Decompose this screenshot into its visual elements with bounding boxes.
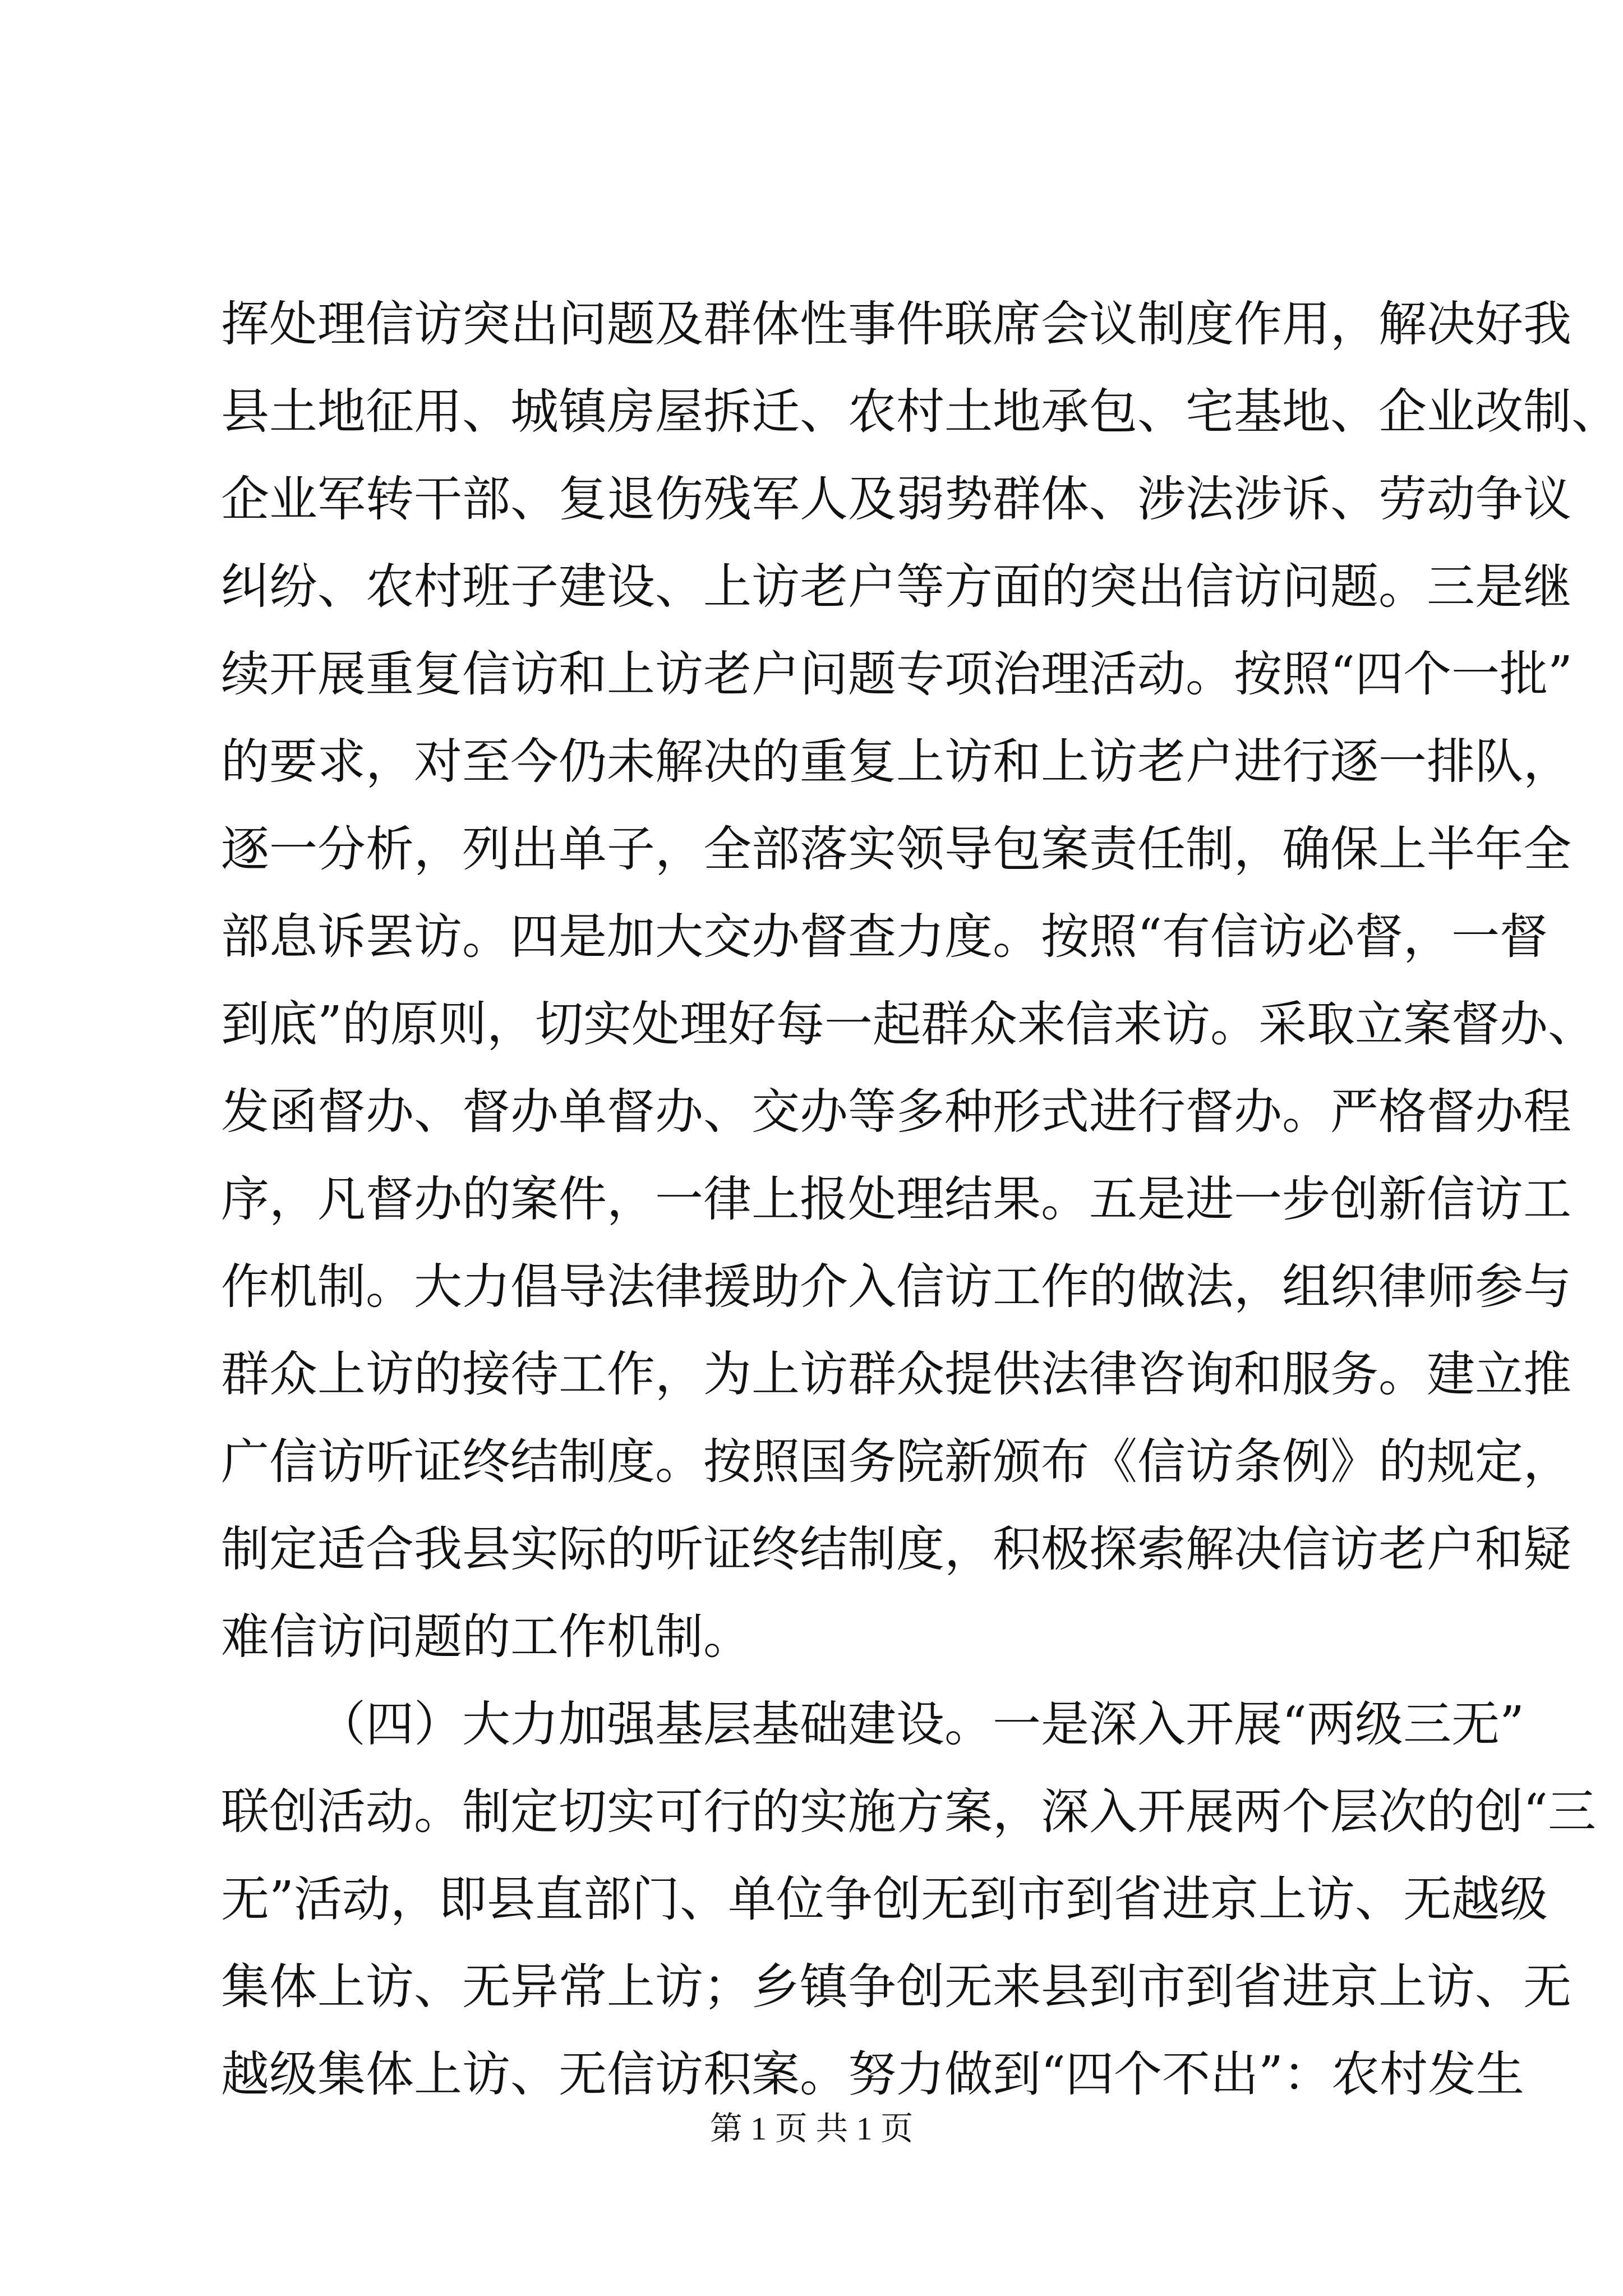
document-body: [221, 280, 1620, 2118]
paragraph-line: 发函督办、督办单督办、交办等多种形式进行督办。严格督办程: [221, 1084, 1571, 1140]
paragraph-1: [221, 280, 1620, 1681]
paragraph-line: 制定适合我县实际的听证终结制度，积极探索解决信访老户和疑: [221, 1521, 1571, 1577]
paragraph-line: 集体上访、无异常上访；乡镇争创无来县到市到省进京上访、无: [221, 1959, 1571, 2015]
paragraph-line: 部息诉罢访。四是加大交办督查力度。按照“有信访必督，一督: [221, 909, 1548, 965]
paragraph-line: （四）大力加强基层基础建设。一是深入开展“两级三无”: [317, 1696, 1524, 1752]
paragraph-line: 序，凡督办的案件，一律上报处理结果。五是进一步创新信访工: [221, 1171, 1571, 1227]
paragraph-line: 无”活动，即县直部门、单位争创无到市到省进京上访、无越级: [221, 1871, 1548, 1927]
paragraph-line: 群众上访的接待工作，为上访群众提供法律咨询和服务。建立推: [221, 1346, 1571, 1402]
paragraph-line: 县土地征用、城镇房屋拆迁、农村土地承包、宅基地、企业改制、: [221, 384, 1620, 440]
paragraph-line: 难信访问题的工作机制。: [221, 1609, 751, 1665]
paragraph-line: 逐一分析，列出单子，全部落实领导包案责任制，确保上半年全: [221, 821, 1571, 877]
paragraph-line: 的要求，对至今仍未解决的重复上访和上访老户进行逐一排队，: [221, 734, 1571, 790]
paragraph-line: 作机制。大力倡导法律援助介入信访工作的做法，组织律师参与: [221, 1259, 1571, 1315]
paragraph-line: 企业军转干部、复退伤残军人及弱势群体、涉法涉诉、劳动争议: [221, 471, 1571, 527]
paragraph-line: 续开展重复信访和上访老户问题专项治理活动。按照“四个一批”: [221, 646, 1573, 702]
paragraph-line: 联创活动。制定切实可行的实施方案，深入开展两个层次的创“三: [221, 1784, 1596, 1840]
page-footer: 第 1 页 共 1 页: [709, 2110, 914, 2147]
paragraph-line: 挥处理信访突出问题及群体性事件联席会议制度作用，解决好我: [221, 296, 1571, 352]
paragraph-line: 广信访听证终结制度。按照国务院新颁布《信访条例》的规定，: [221, 1434, 1571, 1490]
paragraph-2: [221, 1681, 1596, 2118]
paragraph-line: 到底”的原则，切实处理好每一起群众来信来访。采取立案督办、: [221, 996, 1596, 1052]
paragraph-line: 纠纷、农村班子建设、上访老户等方面的突出信访问题。三是继: [221, 559, 1571, 615]
paragraph-line: 越级集体上访、无信访积案。努力做到“四个不出”：农村发生: [221, 2046, 1524, 2102]
